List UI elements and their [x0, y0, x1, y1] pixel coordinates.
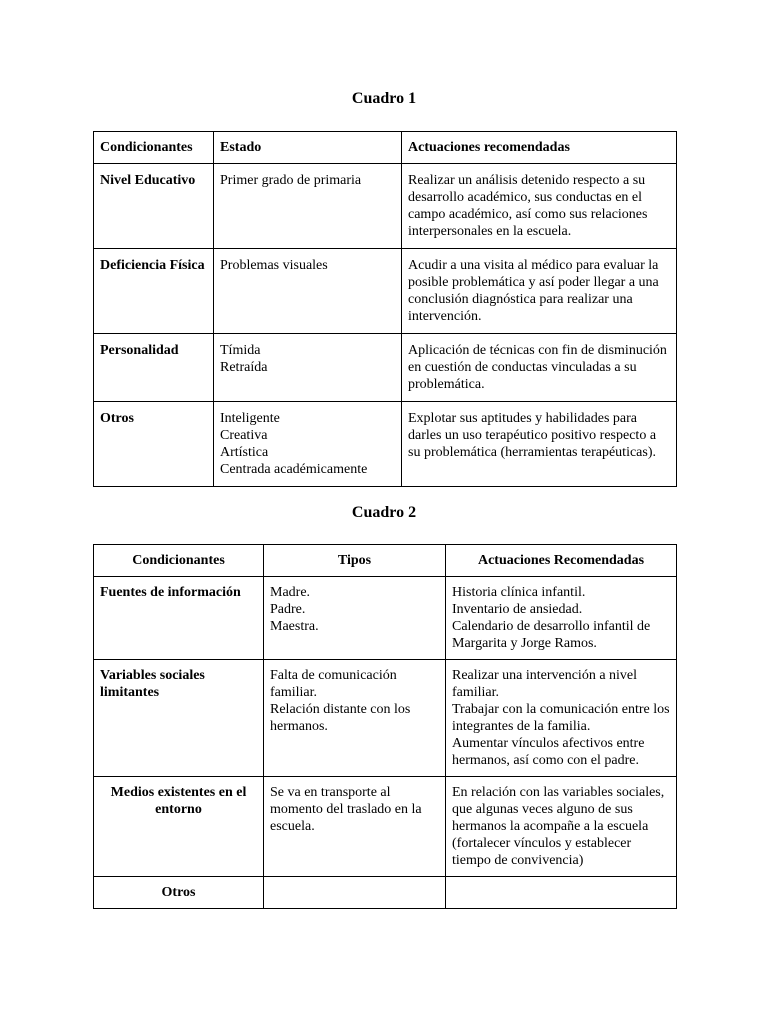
- table2-header-cell: Condicionantes: [94, 545, 264, 577]
- table1-header-cell: Estado: [214, 132, 402, 164]
- table1-estado-cell: [214, 164, 402, 249]
- table1-condicionante-cell: Personalidad: [94, 334, 214, 402]
- actuacion-line: Inventario de ansiedad.: [452, 602, 583, 617]
- table2-condicionante-cell: Fuentes de información: [94, 577, 264, 660]
- table1-condicionante-cell: Deficiencia Física: [94, 249, 214, 334]
- table-row: [94, 660, 677, 777]
- tipo-line: Maestra.: [270, 619, 319, 634]
- table2-actuacion-cell: [446, 660, 677, 777]
- table-row: [94, 334, 677, 402]
- table1-estado-cell: [214, 249, 402, 334]
- estado-line: Creativa: [220, 428, 268, 443]
- table2-title: Cuadro 2: [351, 504, 417, 521]
- table1-actuacion-cell: Realizar un análisis detenido respecto a su desarrollo académico, sus conductas en el campo académico, así como sus relaciones interpersonales en la escuela.: [402, 164, 677, 249]
- table-row: [94, 877, 677, 909]
- table2-tipos-cell: [264, 777, 446, 877]
- table1-header-cell: Condicionantes: [94, 132, 214, 164]
- table1-estado-cell: [214, 402, 402, 487]
- table2-header-row: [94, 545, 677, 577]
- table1-title: Cuadro 1: [351, 90, 417, 107]
- table1-actuacion-cell: Aplicación de técnicas con fin de disminución en cuestión de conductas vinculadas a su problemática.: [402, 334, 677, 402]
- actuacion-line: Realizar una intervención a nivel familiar.: [452, 668, 638, 700]
- table-row: [94, 249, 677, 334]
- actuacion-line: Trabajar con la comunicación entre los integrantes de la familia.: [452, 702, 670, 734]
- table1-estado-cell: [214, 334, 402, 402]
- table-row: [94, 577, 677, 660]
- table2-header-cell: Actuaciones Recomendadas: [446, 545, 677, 577]
- table2-tipos-cell: [264, 660, 446, 777]
- actuacion-line: Calendario de desarrollo infantil de Margarita y Jorge Ramos.: [452, 619, 651, 651]
- table2-condicionante-cell: Otros: [94, 877, 264, 909]
- table2-actuacion-cell: [446, 577, 677, 660]
- table-row: [94, 164, 677, 249]
- estado-line: Artística: [220, 445, 269, 460]
- actuacion-line: Historia clínica infantil.: [452, 585, 586, 600]
- table1-condicionante-cell: Otros: [94, 402, 214, 487]
- estado-line: Tímida: [220, 343, 261, 358]
- actuacion-line: Aumentar vínculos afectivos entre hermanos, así como con el padre.: [452, 736, 645, 768]
- estado-line: Centrada académicamente: [220, 462, 368, 477]
- table-row: [94, 402, 677, 487]
- table1-header-cell: Actuaciones recomendadas: [402, 132, 677, 164]
- table2-actuacion-cell: [446, 877, 677, 909]
- table2-tipos-cell: [264, 877, 446, 909]
- table2-condicionante-cell: Variables sociales limitantes: [94, 660, 264, 777]
- table1-actuacion-cell: Acudir a una visita al médico para evaluar la posible problemática y así poder llegar a una conclusión diagnóstica para realizar una intervención.: [402, 249, 677, 334]
- tipo-line: Falta de comunicación familiar.: [270, 668, 397, 700]
- table1-actuacion-cell: Explotar sus aptitudes y habilidades para darles un uso terapéutico positivo respecto a su problemática (herramientas terapéuticas).: [402, 402, 677, 487]
- table2-tipos-cell: [264, 577, 446, 660]
- estado-line: Inteligente: [220, 411, 280, 426]
- estado-line: Problemas visuales: [220, 258, 328, 273]
- tipo-line: Relación distante con los hermanos.: [270, 702, 411, 734]
- estado-line: Primer grado de primaria: [220, 173, 362, 188]
- tipo-line: Madre.: [270, 585, 311, 600]
- table-row: [94, 777, 677, 877]
- actuacion-line: En relación con las variables sociales, que algunas veces alguno de sus hermanos la acompañe a la escuela (fortalecer vínculos y establecer tiempo de convivencia): [452, 785, 665, 868]
- table2-actuacion-cell: [446, 777, 677, 877]
- table1-condicionante-cell: Nivel Educativo: [94, 164, 214, 249]
- table1-header-row: [94, 132, 677, 164]
- table2-condicionante-cell: Medios existentes en el entorno: [94, 777, 264, 877]
- estado-line: Retraída: [220, 360, 268, 375]
- tipo-line: Se va en transporte al momento del traslado en la escuela.: [270, 785, 422, 834]
- table2-header-cell: Tipos: [264, 545, 446, 577]
- table2: [93, 544, 677, 909]
- table1: [93, 131, 677, 487]
- tipo-line: Padre.: [270, 602, 306, 617]
